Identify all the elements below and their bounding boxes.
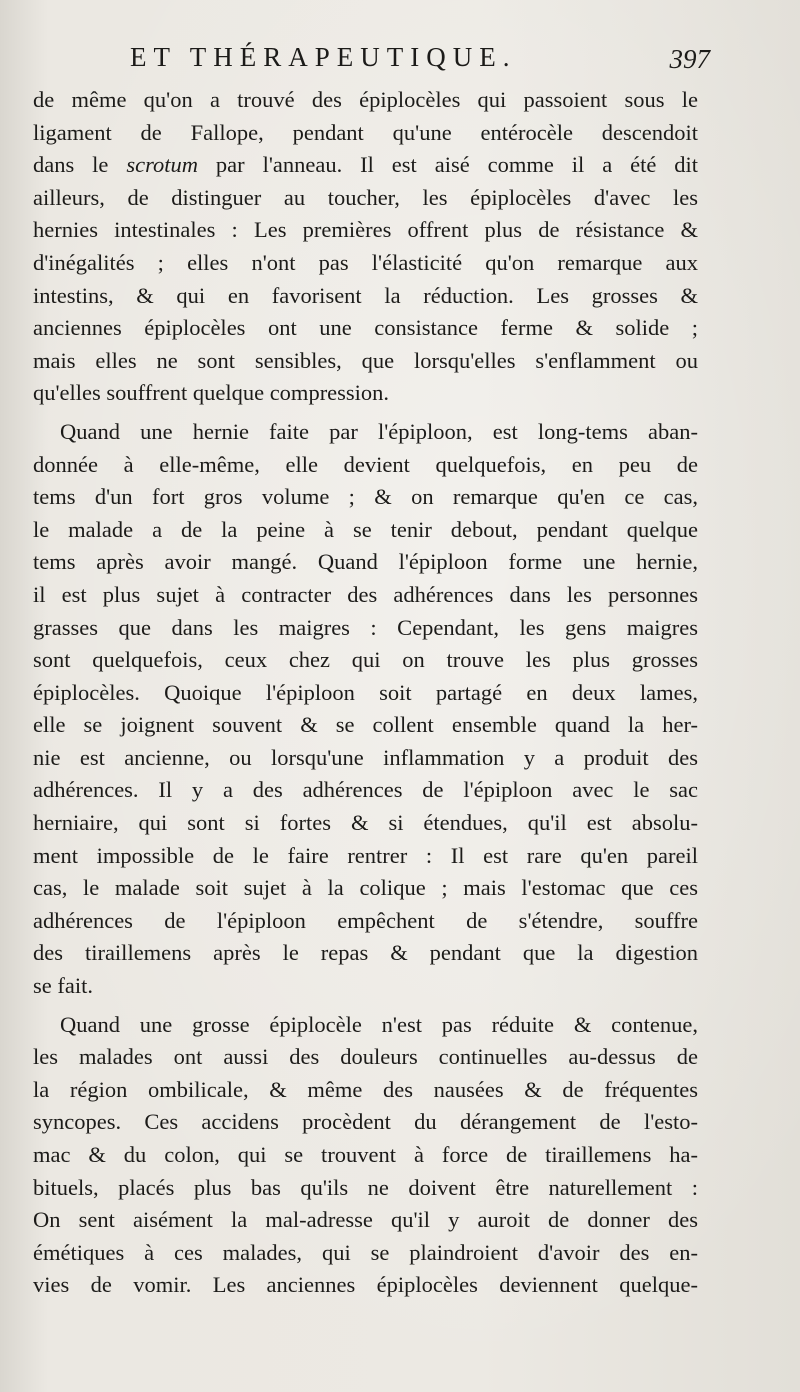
- text-line: nie est ancienne, ou lorsqu'une inflammation y a produit des: [33, 744, 698, 770]
- text-line: Quand une grosse épiplocèle n'est pas réduite & contenue,: [60, 1011, 698, 1037]
- text-line: hernies intestinales : Les premières offrent plus de résistance &: [33, 217, 698, 243]
- text-line: herniaire, qui sont si fortes & si étendues, qu'il est absolu-: [33, 810, 698, 836]
- text-line: anciennes épiplocèles ont une consistance ferme & solide ;: [33, 315, 698, 341]
- text-line: ment impossible de le faire rentrer : Il est rare qu'en pareil: [33, 842, 698, 868]
- paragraph-2: [33, 416, 698, 1003]
- text-line: Quand une hernie faite par l'épiploon, est long-tems aban-: [60, 418, 698, 444]
- text-line: donnée à elle-même, elle devient quelquefois, en peu de: [33, 451, 698, 477]
- text-line: syncopes. Ces accidens procèdent du dérangement de l'esto-: [33, 1109, 698, 1135]
- text-line: mac & du colon, qui se trouvent à force de tiraillemens ha-: [33, 1142, 698, 1167]
- text-line: cas, le malade soit sujet à la colique ; mais l'estomac que ces: [33, 875, 698, 901]
- text-line: de même qu'on a trouvé des épiplocèles qui passoient sous le: [33, 87, 698, 112]
- text-line: des tiraillemens après le repas & pendant que la digestion: [33, 940, 698, 966]
- text-line: tems après avoir mangé. Quand l'épiploon forme une hernie,: [33, 549, 698, 575]
- paragraph-1: [33, 84, 698, 410]
- text-line: se fait.: [33, 973, 93, 999]
- text-line: les malades ont aussi des douleurs continuelles au-dessus de: [33, 1044, 698, 1070]
- text-line: qu'elles souffrent quelque compression.: [33, 380, 390, 406]
- paragraph-3: [33, 1009, 698, 1302]
- text-line: intestins, & qui en favorisent la réduction. Les grosses &: [33, 282, 698, 308]
- text-line: épiplocèles. Quoique l'épiploon soit partagé en deux lames,: [33, 679, 698, 705]
- text-line: vies de vomir. Les anciennes épiplocèles deviennent quelque-: [33, 1272, 698, 1298]
- text-line: adhérences de l'épiploon empêchent de s'étendre, souffre: [33, 907, 698, 933]
- body-text: [33, 84, 698, 1302]
- text-line: ailleurs, de distinguer au toucher, les épiplocèles d'avec les: [33, 184, 698, 210]
- text-line: la région ombilicale, & même des nausées & de fréquentes: [33, 1076, 698, 1102]
- text-line: le malade a de la peine à se tenir debout, pendant quelque: [33, 516, 698, 542]
- text-line: tems d'un fort gros volume ; & on remarque qu'en ce cas,: [33, 484, 698, 510]
- text-line: grasses que dans les maigres : Cependant, les gens maigres: [33, 614, 698, 640]
- text-line: bituels, placés plus bas qu'ils ne doivent être naturellement :: [33, 1174, 698, 1200]
- text-line: mais elles ne sont sensibles, que lorsqu'elles s'enflamment ou: [33, 347, 698, 373]
- text-line: il est plus sujet à contracter des adhérences dans les personnes: [33, 581, 698, 607]
- text-line: sont quelquefois, ceux chez qui on trouve les plus grosses: [33, 647, 698, 673]
- running-head: [60, 42, 710, 82]
- text-line: adhérences. Il y a des adhérences de l'épiploon avec le sac: [33, 777, 698, 803]
- text-line: émétiques à ces malades, qui se plaindroient d'avoir des en-: [33, 1239, 698, 1265]
- page-number: 397: [669, 44, 710, 74]
- text-line: dans le scrotum par l'anneau. Il est aisé comme il a été dit: [33, 152, 698, 178]
- running-title: ET THÉRAPEUTIQUE.: [130, 42, 517, 72]
- text-line: elle se joignent souvent & se collent ensemble quand la her-: [33, 712, 698, 738]
- italic-word: scrotum: [126, 152, 198, 178]
- text-line: On sent aisément la mal-adresse qu'il y auroit de donner des: [33, 1207, 698, 1233]
- text-line: d'inégalités ; elles n'ont pas l'élasticité qu'on remarque aux: [33, 249, 698, 275]
- text-line: ligament de Fallope, pendant qu'une entérocèle descendoit: [33, 119, 698, 145]
